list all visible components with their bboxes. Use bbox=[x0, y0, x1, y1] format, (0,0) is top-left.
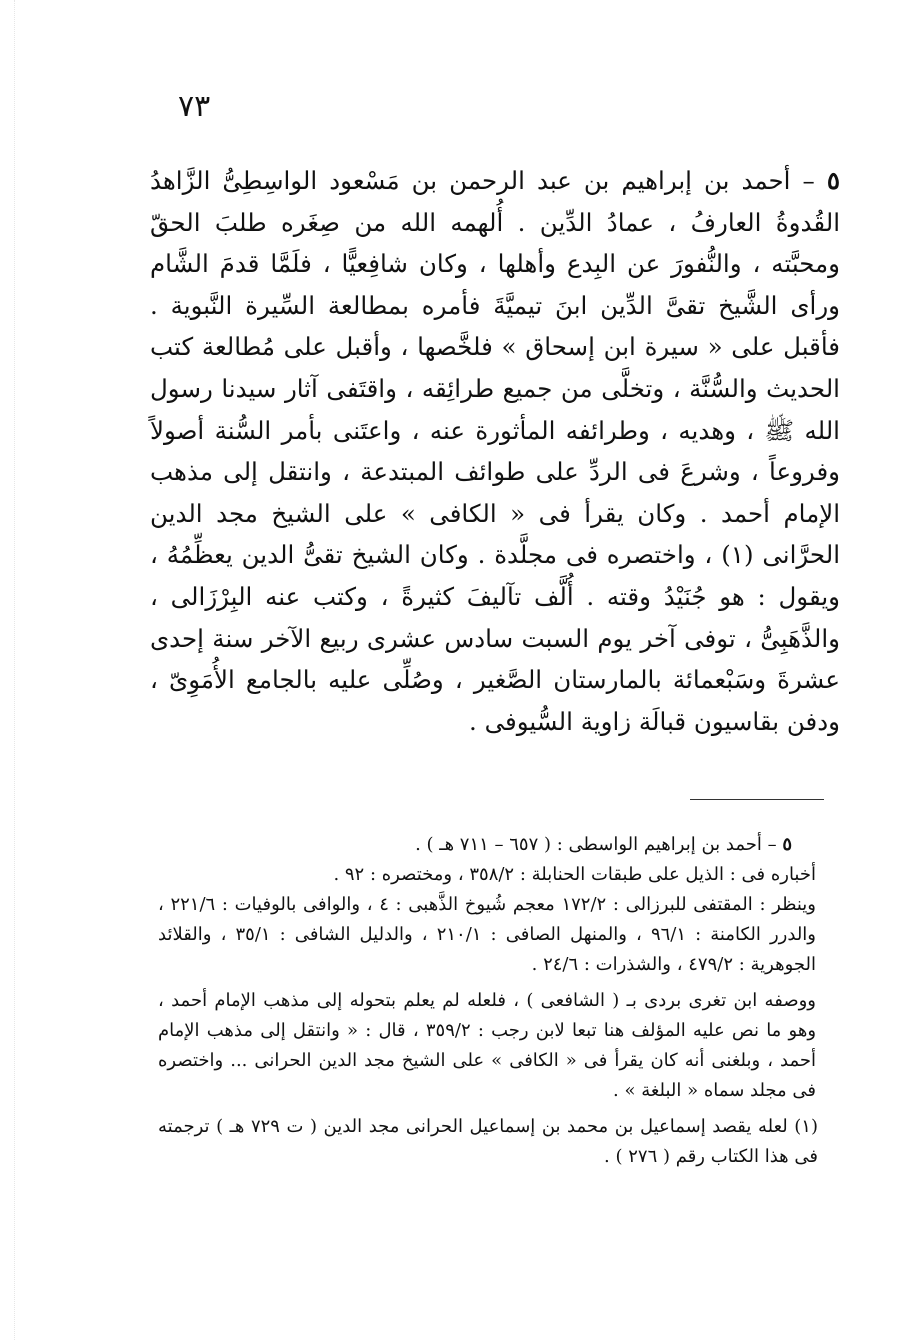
biography-entry bbox=[150, 160, 840, 742]
scan-margin bbox=[14, 0, 16, 1340]
footnote-note-text: ووصفه ابن تغرى بردى بـ ( الشافعى ) ، فلعله لم يعلم بتحوله إلى مذهب الإمام أحمد ، وهو ما نص عليه المؤلف هنا تبعا لابن رجب : ٣٥٩/٢ ، قال : « وانتقل إلى مذهب الإمام أحمد ، وبلغنى أنه كان يقرأ فى « الكافى » على الشيخ مجد الدين الحرانى ... واختصره فى مجلد سماه « البلغة » . bbox=[158, 990, 817, 1101]
footnote-entry-number: ٥ bbox=[782, 834, 792, 855]
footnote-bio-sources: أخباره فى : الذيل على طبقات الحنابلة : ٣٥٨/٢ ، ومختصره : ٩٢ . bbox=[333, 864, 816, 885]
footnote-separator bbox=[690, 799, 824, 800]
page-number: ٧٣ bbox=[178, 89, 211, 124]
footnote-bio bbox=[158, 830, 840, 980]
footnote-bio-title: – أحمد بن إبراهيم الواسطى : ( ٦٥٧ – ٧١١ هـ ) . bbox=[415, 834, 783, 855]
biography-paragraph bbox=[150, 160, 840, 742]
footnote-note bbox=[158, 986, 840, 1106]
footnotes bbox=[158, 830, 840, 1178]
footnote-bio-refs: وينظر : المقتفى للبرزالى : ١٧٢/٢ معجم شُيوخ الذَّهبى : ٤ ، والوافى بالوفيات : ٢٢١/٦ ، والدرر الكامنة : ٩٦/١ ، والمنهل الصافى : ٢١٠/١ ، والدليل الشافى : ٣٥/١ ، والقلائد الجوهرية : ٤٧٩/٢ ، والشذرات : ٢٤/٦ . bbox=[158, 894, 817, 975]
footnote-bio-heading bbox=[158, 830, 840, 860]
footnote-1 bbox=[158, 1112, 840, 1172]
footnote-1-text: (١) لعله يقصد إسماعيل بن محمد بن إسماعيل الحرانى مجد الدين ( ت ٧٢٩ هـ ) ترجمته فى هذا الكتاب رقم ( ٢٧٦ ) . bbox=[158, 1116, 818, 1167]
entry-number: ٥ bbox=[826, 166, 840, 195]
biography-text: – أحمد بن إبراهيم بن عبد الرحمن بن مَسْعود الواسِطِىُّ الزَّاهدُ القُدوةُ العارفُ ، عمادُ الدِّين . أُلهمه الله من صِغَره طلبَ الحقّ ومحبَّته ، والنُّفورَ عن البِدع وأهلها ، وكان شافِعيًّا ، فلَمَّا قدمَ الشَّام ورأى الشَّيخ تقىَّ الدِّين ابنَ تيميَّةَ فأمره بمطالعة السِّيرة النَّبوية . فأقبل على « سيرة ابن إسحاق » فلخَّصها ، وأقبل على مُطالعة كتب الحديث والسُّنَّة ، وتخلَّى من جميع طرائِقه ، واقتَفى آثار سيدنا رسول الله ﷺ ، وهديه ، وطرائفه المأثورة عنه ، واعتَنى بأمر السُّنة أصولاً وفروعاً ، وشرعَ فى الردِّ على طوائف المبتدعة ، وانتقل إلى مذهب الإمام أحمد . وكان يقرأ فى « الكافى » على الشيخ مجد الدين الحرَّانى (١) ، واختصره فى مجلَّدة . وكان الشيخ تقىُّ الدين يعظِّمُهُ ، ويقول : هو جُنَيْدُ وقته . أُلَّف تآليفَ كثيرةً ، وكتب عنه البِرْزَالى ، والذَّهَبِىُّ ، توفى آخر يوم السبت سادس عشرى ربيع الآخر سنة إحدى عشرةَ وسَبْعمائة بالمارستان الصَّغير ، وصُلِّى عليه بالجامع الأُمَوِىّ ، ودفن بقاسيون قبالَة زاوية السُّيوفى . bbox=[150, 166, 840, 736]
